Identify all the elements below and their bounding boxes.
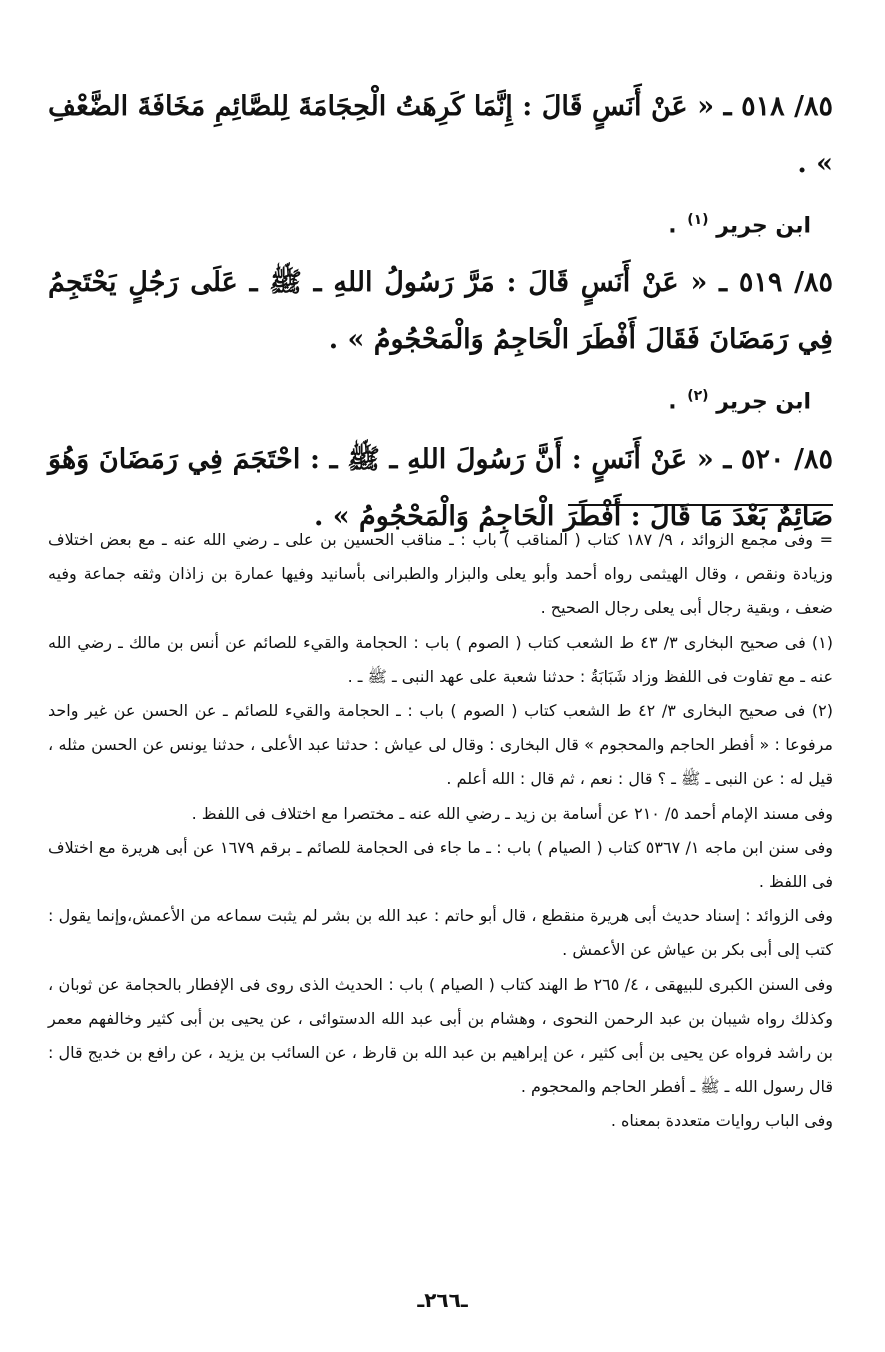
source-name: ابن جرير (716, 213, 811, 239)
main-text (48, 78, 833, 545)
hadith-518: ٨٥/ ٥١٨ ـ « عَنْ أَنَسٍ قَالَ : إِنَّمَا كَرِهَتُ الْحِجَامَةَ لِلصَّائِمِ مَخَافَةَ الضَّعْفِ » . (48, 91, 833, 179)
footnote-2-bab: وفى الباب روايات متعددة بمعناه . (610, 1111, 833, 1131)
hadith-519: ٨٥/ ٥١٩ ـ « عَنْ أَنَسٍ قَالَ : مَرَّ رَسُولُ اللهِ ـ ﷺ ـ عَلَى رَجُلٍ يَحْتَجِمُ فِي رَمَضَانَ فَقَالَ أَفْطَرَ الْحَاجِمُ وَالْمَحْجُومُ » . (48, 267, 833, 356)
footnotes (48, 523, 833, 1139)
footnote-2-zawaid: وفى الزوائد : إسناد حديث أبى هريرة منقطع ، قال أبو حاتم : عبد الله بن بشر لم يثبت سماعه من الأعمش،وإنما يقول : كتب إلى أبى بكر بن عياش عن الأعمش . (48, 906, 833, 960)
source-name: ابن جرير (716, 389, 811, 415)
hadith-520: ٨٥/ ٥٢٠ ـ « عَنْ أَنَسٍ : أَنَّ رَسُولَ اللهِ ـ ﷺ ـ : احْتَجَمَ فِي رَمَضَانَ وَهُوَ صَائِمٌ بَعْدَ مَا قَالَ : أَفْطَرَ الْحَاجِمُ وَالْمَحْجُومُ » . (48, 443, 833, 532)
footnote-2-musnad: وفى مسند الإمام أحمد ٥/ ٢١٠ عن أسامة بن زيد ـ رضي الله عنه ـ مختصرا مع اختلاف فى اللفظ . (191, 803, 833, 823)
footnote-2-ibn-majah: وفى سنن ابن ماجه ١/ ٥٣٦٧ كتاب ( الصيام ) باب : ـ ما جاء فى الحجامة للصائم ـ برقم ١٦٧٩ عن أبى هريرة مع اختلاف فى اللفظ . (48, 837, 834, 892)
footnote-ref-1[interactable]: (١) (687, 212, 709, 228)
footnote-ref-2[interactable]: (٢) (687, 388, 709, 405)
footnote-2: (٢) فى صحيح البخارى ٣/ ٤٢ ط الشعب كتاب ( الصوم ) باب : ـ الحجامة والقيء للصائم ـ عن الحسن عن غير واحد مرفوعا : « أفطر الحاجم والمحجوم » قال البخارى : وقال لى عياش : حدثنا عبد الأعلى ، حدثنا يونس عن الحسن مثله ، قيل له : عن النبى ـ ﷺ ـ ؟ قال : نعم ، ثم قال : الله أعلم . (48, 701, 833, 789)
source-518: ابن جرير $^{(١)}$ . (668, 212, 811, 239)
page-number: ـ٢٦٦ـ (417, 1288, 468, 1312)
footnote-divider (568, 504, 833, 506)
footnote-1: (١) فى صحيح البخارى ٣/ ٤٣ ط الشعب كتاب ( الصوم ) باب : الحجامة والقيء للصائم عن أنس بن مالك ـ رضي الله عنه ـ مع تفاوت فى اللفظ وزاد شَبَابَةُ : حدثنا شعبة على عهد النبى ـ ﷺ ـ . (48, 632, 833, 686)
footnote-continued: = وفى مجمع الزوائد ، ٩/ ١٨٧ كتاب ( المناقب ) باب : ـ مناقب الحسين بن على ـ رضي الله عنه ـ مع بعض اختلاف وزيادة ونقص ، وقال الهيثمى رواه أحمد وأبو يعلى والبزار والطبرانى بأسانيد وفيها عمارة بن زاذان وثقه جماعة وفيه ضعف ، وبقية رجال أبى يعلى رجال الصحيح . (48, 530, 833, 618)
source-519: ابن جرير $^{(٢)}$ . (668, 388, 811, 415)
footnote-2-bayhaqi: وفى السنن الكبرى للبيهقى ، ٤/ ٢٦٥ ط الهند كتاب ( الصيام ) باب : الحديث الذى روى فى الإفطار بالحجامة عن ثوبان ، وكذلك رواه شيبان بن عبد الرحمن النحوى ، وهشام بن أبى عبد الله الدستوائى ، عن يحيى بن أبى كثير وخالفهم معمر بن راشد فرواه عن يحيى بن أبى كثير ، عن إبراهيم بن عبد الله بن قارظ ، عن السائب بن يزيد ، عن رافع بن خديج قال : قال رسول الله ـ ﷺ ـ أفطر الحاجم والمحجوم . (48, 974, 834, 1097)
